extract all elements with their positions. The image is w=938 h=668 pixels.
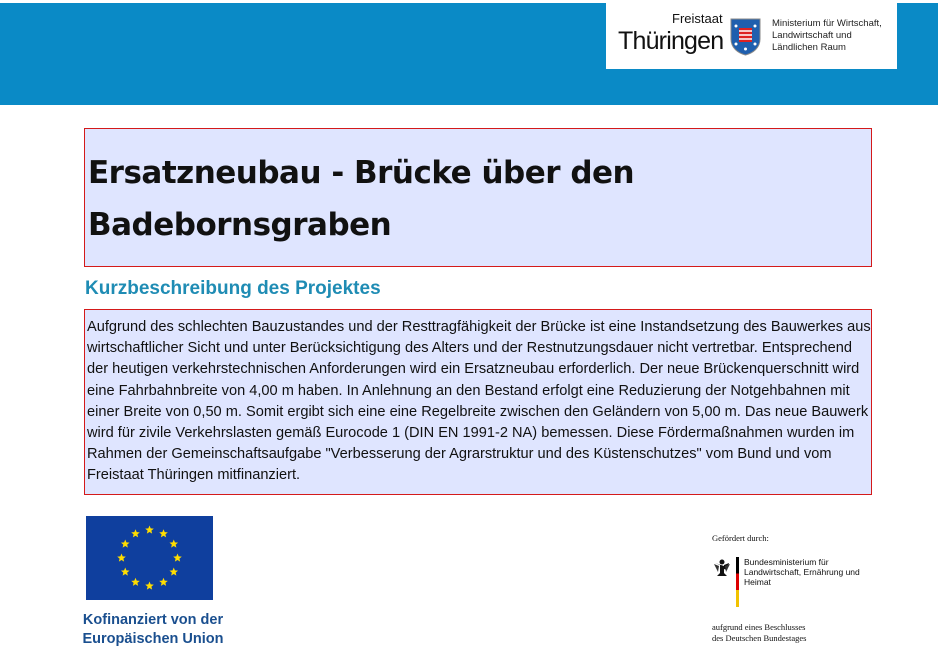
project-description: Aufgrund des schlechten Bauzustandes und der Resttragfähigkeit der Brücke ist eine Instandsetzung des Bauwerkes aus wirtschaftlicher Sicht und unter Berücksichtigung des Alters und der Restnutzungsdauer nicht vertretbar. Entsprechend der heutigen verkehrstechnischen Anforderungen wird ein Ersatzneubau erforderlich. Der neue Brückenquerschnitt wird eine Fahrbahnbreite von 4,00 m haben. In Anlehnung an den Bestand erfolgt eine Reduzierung der Notgehbahnen mit einer Breite von 0,50 m. Somit ergibt sich eine eine Regelbreite zwischen den Geländern von 5,00 m. Das neue Bauwerk wird für zivile Verkehrslasten gemäß Eurocode 1 (DIN EN 1991-2 NA) bemessen. Diese Fördermaßnahmen wurden im Rahmen der Gemeinschaftsaufgabe "Verbesserung der Agrarstruktur und des Küstenschutzes" vom Bund und vom Freistaat Thüringen mitfinanziert. xyxy=(84,309,872,495)
section-heading: Kurzbeschreibung des Projektes xyxy=(85,278,381,299)
eu-star-icon xyxy=(169,540,178,548)
eu-star-icon xyxy=(121,568,130,576)
eu-star-icon xyxy=(131,529,140,537)
federal-eagle-icon xyxy=(713,558,731,578)
coat-of-arms-icon xyxy=(730,18,761,56)
eu-star-icon xyxy=(131,578,140,586)
bundestag-line-2: des Deutschen Bundestages xyxy=(712,633,807,643)
eu-cofinanced-label xyxy=(78,611,228,649)
bundestag-note xyxy=(712,622,806,644)
federal-ministry-name: Bundesministerium für Landwirtschaft, Ernährung und Heimat xyxy=(744,557,860,587)
eu-star-icon xyxy=(145,582,154,590)
ministry-name: Ministerium für Wirtschaft, Landwirtschaft und Ländlichen Raum xyxy=(772,18,882,53)
bundestag-line-1: aufgrund eines Beschlusses xyxy=(712,622,806,632)
thueringen-logo xyxy=(606,3,897,69)
eu-star-icon xyxy=(117,554,126,562)
funded-by-label: Gefördert durch: xyxy=(712,533,769,543)
logo-thueringen: Thüringen xyxy=(618,27,724,55)
eu-flag-icon xyxy=(86,516,213,600)
eu-star-icon xyxy=(159,578,168,586)
eu-star-icon xyxy=(121,540,130,548)
eu-star-icon xyxy=(173,554,182,562)
eu-star-icon xyxy=(169,568,178,576)
german-flag-bar xyxy=(736,557,739,607)
page-title: Ersatzneubau - Brücke über den Badebornsgraben xyxy=(84,128,872,267)
eu-line-1: Kofinanziert von der xyxy=(82,612,224,628)
eu-star-icon xyxy=(145,526,154,534)
eu-line-2: Europäischen Union xyxy=(82,631,224,647)
eu-star-icon xyxy=(159,529,168,537)
logo-freistaat: Freistaat xyxy=(672,11,723,26)
